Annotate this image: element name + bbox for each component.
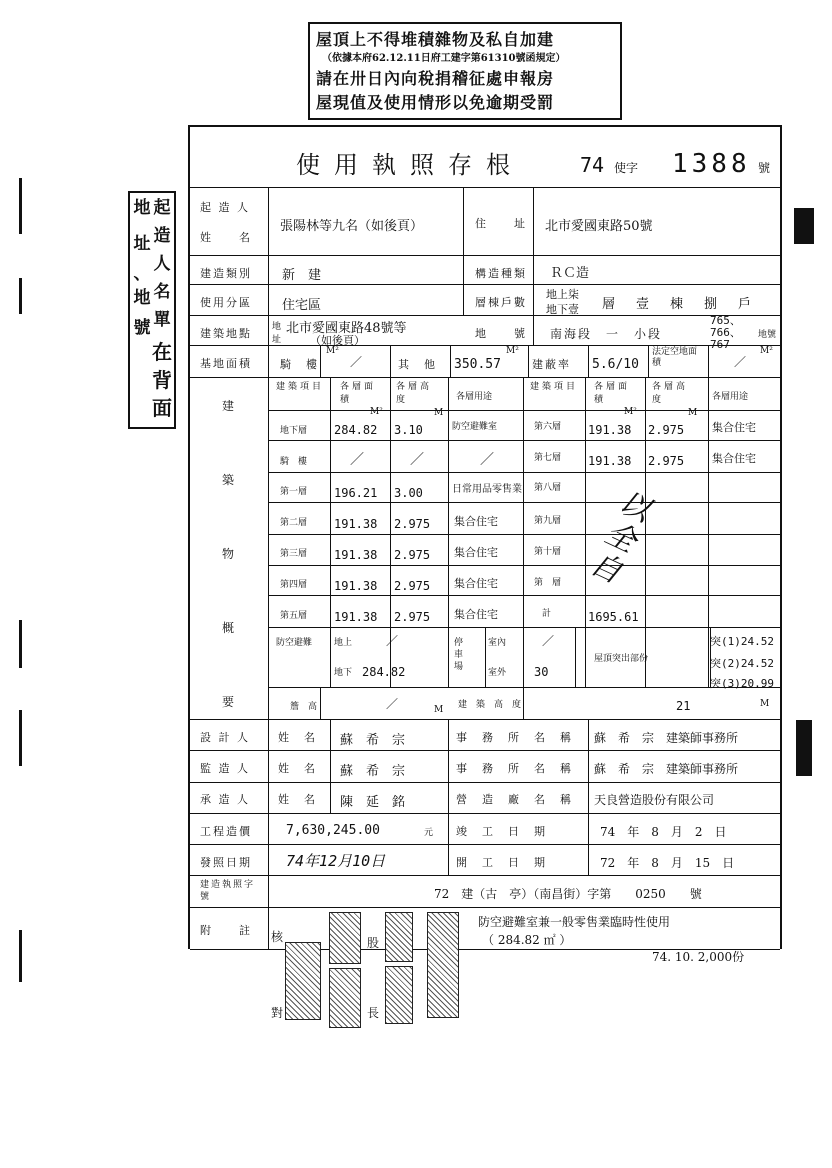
- notice-stamp: [308, 22, 622, 120]
- cost: 7,630,245.00: [286, 823, 380, 838]
- label-name: 姓 名: [278, 793, 317, 806]
- floor-area: 196.21: [334, 486, 378, 500]
- form-title: 使用執照存根: [296, 151, 524, 179]
- notice-line-4: 屋現值及使用情形以免逾期受罰: [316, 93, 555, 112]
- seal-stamp: [329, 912, 361, 964]
- seal-stamp: [385, 912, 413, 962]
- coverage: 5.6/10: [592, 357, 639, 372]
- supervisor: 蘇 希 宗: [340, 764, 406, 779]
- other-area: 350.57: [454, 357, 501, 372]
- label-floors: 層棟戶數: [475, 296, 527, 309]
- floors-rest: 層 壹 棟 捌 戶: [602, 297, 756, 312]
- unit-m2: M²: [624, 407, 637, 417]
- label-remarks: 附 註: [200, 924, 252, 937]
- scan-mark: [19, 710, 22, 766]
- floor-name: 地下層: [280, 426, 308, 436]
- owner-name: 張陽林等九名（如後頁）: [280, 219, 424, 234]
- unit-m2: M²: [326, 346, 339, 356]
- unit-m2: M²: [506, 346, 519, 356]
- label-build-type: 建造類別: [200, 267, 252, 280]
- floors-top: 地上柒: [546, 288, 579, 301]
- remark-1: 防空避難室兼一般零售業臨時性使用: [478, 915, 671, 929]
- site-a: 地: [272, 322, 282, 332]
- lot: 南海段 一 小段: [550, 327, 663, 341]
- floor-area: 191.38: [334, 579, 378, 593]
- col-height: 各層高度: [396, 382, 433, 405]
- floor-use: 集合住宅: [454, 608, 498, 621]
- floor-name: 第二層: [280, 518, 308, 528]
- unit-m2: M²: [370, 407, 383, 417]
- stamp-label-verify: 對: [271, 1006, 284, 1020]
- label-address: 住 址: [475, 217, 527, 230]
- label-lot: 地 號: [475, 327, 527, 340]
- label-permit: 建造執照字號: [200, 880, 256, 902]
- label-other: 其 他: [398, 358, 437, 371]
- label-name: 姓 名: [278, 731, 317, 744]
- floor-area: 191.38: [588, 454, 632, 468]
- completion-date: 74 年 8 月 2 日: [600, 825, 727, 839]
- floor-height: 2.975: [394, 548, 431, 562]
- side-note: [128, 191, 176, 429]
- floor-name: 第三層: [280, 549, 308, 559]
- floor-name: 第四層: [280, 580, 308, 590]
- start-date: 72 年 8 月 15 日: [600, 856, 735, 870]
- label-contractor: 承 造 人: [200, 793, 250, 806]
- floor-height: 2.975: [394, 517, 431, 531]
- floor-height: 2.975: [394, 579, 431, 593]
- side-char: 人: [153, 254, 171, 274]
- scan-mark: [19, 620, 22, 668]
- label-eave: 簷 高: [290, 702, 318, 712]
- label-indoor: 室內: [488, 638, 507, 648]
- side-char: 在: [152, 340, 172, 364]
- floor-use: 集合住宅: [454, 577, 498, 590]
- unit-m: M: [760, 699, 770, 709]
- roof-3: 突(3)20.99: [710, 677, 774, 690]
- floor-area: 191.38: [334, 517, 378, 531]
- floor-name: 第九層: [534, 516, 562, 526]
- label-roof: 屋頂突出部份: [594, 654, 649, 664]
- permit-type: 使字: [614, 161, 639, 175]
- label-office: 事 務 所 名 稱: [456, 762, 573, 775]
- floor-height: 3.00: [394, 486, 423, 500]
- floor-height: 3.10: [394, 423, 423, 437]
- unit-yuan: 元: [424, 828, 434, 838]
- side-char: 單: [153, 310, 171, 330]
- label-office: 事 務 所 名 稱: [456, 731, 573, 744]
- site-line-1: 北市愛國東路48號等: [286, 321, 407, 336]
- seal-stamp: [427, 912, 459, 1018]
- label-above: 地上: [334, 638, 353, 648]
- col-area-2: 各層面積: [594, 382, 631, 405]
- notice-line-3: 請在卅日內向稅捐稽征處申報房: [316, 69, 555, 88]
- floor-name: 第六層: [534, 422, 562, 432]
- parking-outdoor: 30: [534, 665, 549, 679]
- bld-label-2: 築: [222, 473, 237, 487]
- structure: ＲＣ造: [550, 266, 590, 281]
- permit-number-text: 72 建（古 亭）（南昌街）字第 0250 號: [434, 887, 702, 901]
- col-use-2: 各層用途: [712, 392, 749, 402]
- bld-label-1: 建: [222, 399, 237, 413]
- label-shelter-1: 防空避難: [276, 638, 313, 648]
- permit-year: 74: [580, 153, 605, 177]
- fixed-area: ／: [734, 355, 747, 369]
- floor-area: ／: [350, 452, 364, 468]
- label-issue: 發照日期: [200, 856, 252, 869]
- label-firm: 營 造 廠 名 稱: [456, 793, 573, 806]
- side-char: 背: [152, 368, 172, 392]
- approval-stamps: [265, 908, 463, 1032]
- label-site: 建築地點: [200, 327, 252, 340]
- floor-name: 第 層: [534, 578, 562, 588]
- label-designer: 設 計 人: [200, 731, 250, 744]
- permit-number: 1388: [672, 149, 751, 179]
- unit-m2: M²: [760, 346, 773, 356]
- floor-height: 2.975: [394, 610, 431, 624]
- designer-office: 蘇 希 宗 建築師事務所: [594, 731, 739, 745]
- bleed-mark: [794, 208, 814, 244]
- contractor-firm: 天良營造股份有限公司: [594, 793, 715, 807]
- scan-mark: [19, 278, 22, 314]
- col-use: 各層用途: [456, 392, 493, 402]
- roof-1: 突(1)24.52: [710, 635, 774, 648]
- lot-suffix: 地號: [758, 330, 777, 340]
- label-supervisor: 監 造 人: [200, 762, 250, 775]
- label-parking: 停車場: [454, 638, 464, 672]
- label-fixed-area: 法定空地面積: [652, 347, 698, 368]
- floor-use: 防空避難室: [452, 422, 498, 432]
- site-line-2: （如後頁）: [310, 334, 365, 347]
- floor-height: ／: [410, 452, 424, 468]
- col-height-2: 各層高度: [652, 382, 689, 405]
- contractor: 陳 延 銘: [340, 795, 406, 810]
- floor-use: 集合住宅: [712, 452, 756, 465]
- label-start: 開 工 日 期: [456, 856, 547, 869]
- notice-line-1: 屋頂上不得堆積雜物及私自加建: [316, 30, 555, 49]
- owner-address: 北市愛國東路50號: [545, 219, 653, 234]
- seal-stamp: [385, 966, 413, 1024]
- label-below: 地下: [334, 668, 353, 678]
- seal-stamp: [329, 968, 361, 1028]
- zone: 住宅區: [282, 298, 322, 313]
- floor-height: 2.975: [648, 454, 685, 468]
- side-char: 名: [153, 282, 171, 302]
- scan-mark: [19, 178, 22, 234]
- floor-name: 騎 樓: [280, 457, 308, 467]
- side-char: 、: [133, 264, 151, 284]
- remark-2: （ 284.82 ㎡ ）: [482, 933, 572, 947]
- floors-bottom: 地下壹: [546, 303, 579, 316]
- build-type: 新 建: [282, 268, 322, 283]
- label-name: 姓 名: [278, 762, 317, 775]
- notice-line-2: （依據本府62.12.11日府工建字第61310號函規定）: [322, 53, 566, 64]
- label-bld-height: 建 築 高 度: [458, 700, 522, 710]
- floor-name: 第五層: [280, 611, 308, 621]
- floor-use: 集合住宅: [454, 515, 498, 528]
- col-item-2: 建築項目: [530, 382, 579, 392]
- side-char: 號: [133, 318, 151, 338]
- floor-name: 第一層: [280, 487, 308, 497]
- side-char: 地: [133, 198, 151, 218]
- lot-numbers: 765、766、767: [710, 314, 741, 351]
- col-area: 各層面積: [340, 382, 377, 405]
- label-base-area: 基地面積: [200, 357, 252, 370]
- side-char: 址: [133, 234, 151, 254]
- label-name: 姓 名: [200, 231, 252, 244]
- label-coverage: 建蔽率: [532, 358, 571, 371]
- scan-mark: [19, 930, 22, 982]
- permit-suffix: 號: [758, 161, 771, 175]
- floor-name: 第十層: [534, 547, 562, 557]
- unit-m: M: [434, 705, 444, 715]
- floor-name: 計: [542, 609, 552, 619]
- col-item: 建築項目: [276, 382, 325, 392]
- side-char: 地: [133, 288, 151, 308]
- label-outdoor: 室外: [488, 668, 507, 678]
- bleed-mark: [796, 720, 812, 776]
- floor-name: 第七層: [534, 453, 562, 463]
- bld-label-5: 要: [222, 695, 237, 709]
- stamp-label-section: 股: [367, 936, 380, 950]
- label-zone: 使用分區: [200, 296, 252, 309]
- seal-stamp: [285, 942, 321, 1020]
- total-area: 1695.61: [588, 610, 639, 624]
- bld-height: 21: [676, 699, 691, 713]
- arcade-area: ／: [350, 355, 363, 369]
- parking-indoor: ／: [542, 634, 555, 648]
- stamp-label-chief: 長: [367, 1006, 380, 1020]
- issue-date: 74年12月10日: [286, 852, 386, 870]
- eave: ／: [386, 697, 399, 711]
- floor-area: 191.38: [334, 548, 378, 562]
- print-footer: 74. 10. 2,000份: [652, 950, 745, 964]
- label-structure: 構造種類: [475, 267, 527, 280]
- bld-label-4: 概: [222, 621, 237, 635]
- label-completion: 竣 工 日 期: [456, 825, 547, 838]
- permit-form: [188, 125, 782, 949]
- floor-area: 191.38: [588, 423, 632, 437]
- stamp-label-check: 核: [271, 930, 284, 944]
- roof-2: 突(2)24.52: [710, 657, 774, 670]
- shelter-below: 284.82: [362, 665, 406, 679]
- floor-area: 191.38: [334, 610, 378, 624]
- floor-use: 集合住宅: [712, 421, 756, 434]
- floor-name: 第八層: [534, 483, 562, 493]
- label-cost: 工程造價: [200, 825, 252, 838]
- floor-use: 日常用品零售業: [452, 484, 522, 495]
- side-char: 造: [153, 226, 171, 246]
- handwritten-mark: 以全自: [584, 484, 662, 594]
- shelter-above: ／: [386, 634, 399, 648]
- floor-area: 284.82: [334, 423, 378, 437]
- unit-m: M: [434, 408, 444, 418]
- designer: 蘇 希 宗: [340, 733, 406, 748]
- floor-use: 集合住宅: [454, 546, 498, 559]
- floor-height: 2.975: [648, 423, 685, 437]
- supervisor-office: 蘇 希 宗 建築師事務所: [594, 762, 739, 776]
- floor-use: ／: [480, 452, 494, 468]
- side-char: 面: [152, 396, 172, 420]
- label-builder: 起 造 人: [200, 201, 250, 214]
- side-char: 起: [153, 198, 171, 218]
- site-b: 址: [272, 335, 282, 345]
- bld-label-3: 物: [222, 547, 237, 561]
- label-arcade: 騎 樓: [280, 358, 319, 371]
- unit-m: M: [688, 408, 698, 418]
